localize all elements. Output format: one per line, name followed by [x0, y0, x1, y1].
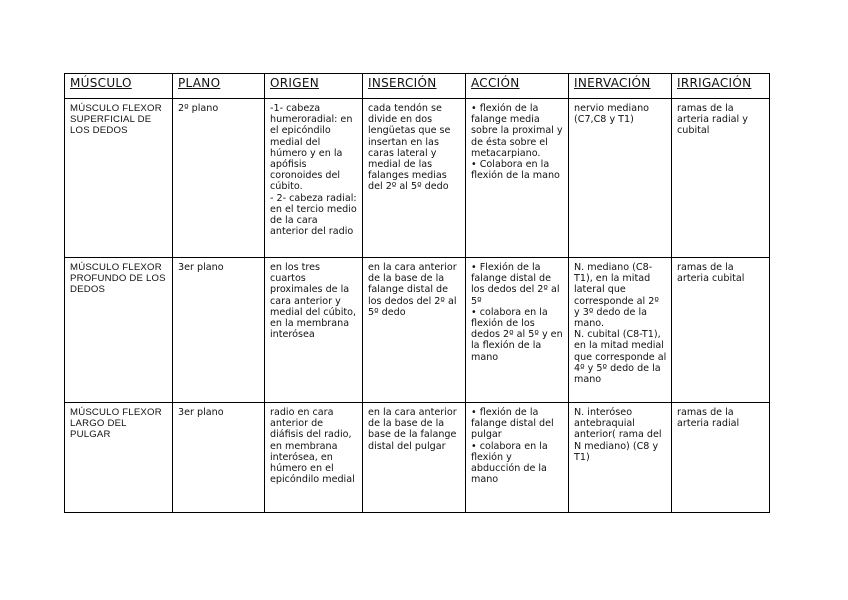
- cell-accion: • Flexión de la falange distal de los dedos del 2º al 5º • colabora en la flexión de los dedos 2º al 5º y en la flexión de la mano: [466, 258, 569, 403]
- cell-plano: 3er plano: [173, 403, 265, 513]
- cell-inervacion: N. mediano (C8-T1), en la mitad lateral que corresponde al 2º y 3º dedo de la mano. N. cubital (C8-T1), en la mitad medial que corresponde al 4º y 5º dedo de la mano: [569, 258, 672, 403]
- header-musculo: MÚSCULO: [65, 74, 173, 99]
- cell-musculo: MÚSCULO FLEXOR PROFUNDO DE LOS DEDOS: [65, 258, 173, 403]
- table-row: [65, 99, 770, 258]
- header-inervacion: INERVACIÓN: [569, 74, 672, 99]
- header-row: [65, 74, 770, 99]
- cell-plano: 2º plano: [173, 99, 265, 258]
- cell-plano: 3er plano: [173, 258, 265, 403]
- table-row: [65, 403, 770, 513]
- cell-origen: en los tres cuartos proximales de la cara anterior y medial del cúbito, en la membrana interósea: [265, 258, 363, 403]
- cell-musculo: MÚSCULO FLEXOR LARGO DEL PULGAR: [65, 403, 173, 513]
- cell-insercion: en la cara anterior de la base de la base de la falange distal del pulgar: [363, 403, 466, 513]
- header-accion: ACCIÓN: [466, 74, 569, 99]
- cell-musculo: MÚSCULO FLEXOR SUPERFICIAL DE LOS DEDOS: [65, 99, 173, 258]
- cell-origen: radio en cara anterior de diáfisis del radio, en membrana interósea, en húmero en el epicóndilo medial: [265, 403, 363, 513]
- header-insercion: INSERCIÓN: [363, 74, 466, 99]
- cell-inervacion: nervio mediano (C7,C8 y T1): [569, 99, 672, 258]
- header-irrigacion: IRRIGACIÓN: [672, 74, 770, 99]
- header-origen: ORIGEN: [265, 74, 363, 99]
- cell-origen: -1- cabeza humeroradial: en el epicóndilo medial del húmero y en la apófisis coronoides del cúbito. - 2- cabeza radial: en el tercio medio de la cara anterior del radio: [265, 99, 363, 258]
- cell-insercion: cada tendón se divide en dos lengüetas que se insertan en las caras lateral y medial de las falanges medias del 2º al 5º dedo: [363, 99, 466, 258]
- cell-insercion: en la cara anterior de la base de la falange distal de los dedos del 2º al 5º dedo: [363, 258, 466, 403]
- header-plano: PLANO: [173, 74, 265, 99]
- muscle-table: [64, 73, 770, 513]
- cell-accion: • flexión de la falange distal del pulgar • colabora en la flexión y abducción de la mano: [466, 403, 569, 513]
- cell-inervacion: N. interóseo antebraquial anterior( rama del N mediano) (C8 y T1): [569, 403, 672, 513]
- cell-accion: • flexión de la falange media sobre la proximal y de ésta sobre el metacarpiano. • Colabora en la flexión de la mano: [466, 99, 569, 258]
- cell-irrigacion: ramas de la arteria cubital: [672, 258, 770, 403]
- table-row: [65, 258, 770, 403]
- cell-irrigacion: ramas de la arteria radial: [672, 403, 770, 513]
- cell-irrigacion: ramas de la arteria radial y cubital: [672, 99, 770, 258]
